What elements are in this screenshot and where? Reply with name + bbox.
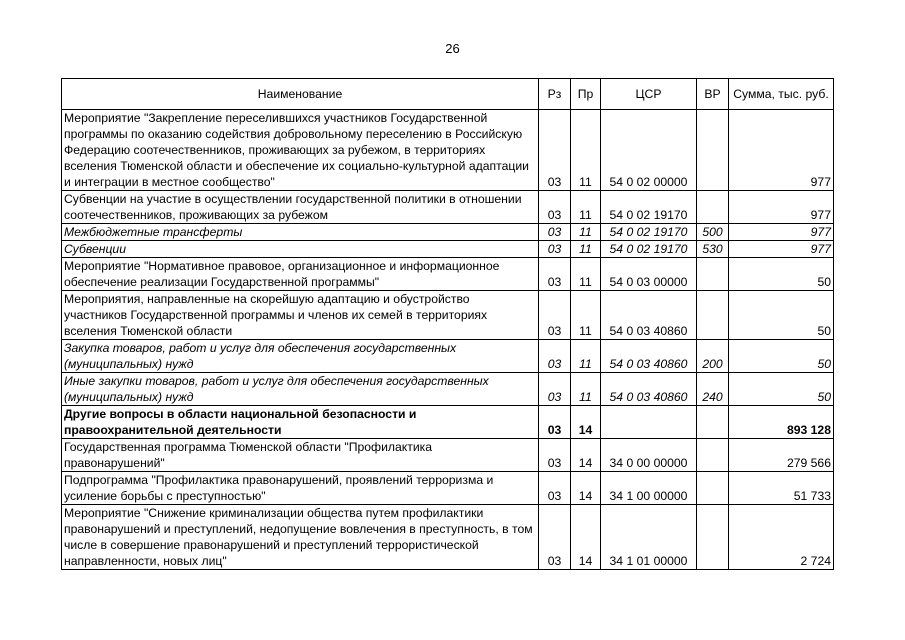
header-name: Наименование — [62, 79, 539, 110]
cell-vr — [697, 191, 729, 224]
cell-vr: 200 — [697, 340, 729, 373]
table-row — [62, 340, 834, 373]
cell-sum: 51 733 — [729, 472, 834, 505]
cell-sum: 50 — [729, 258, 834, 291]
table-header-row — [62, 79, 834, 110]
cell-name: Другие вопросы в области национальной безопасности и правоохранительной деятельности — [62, 406, 539, 439]
header-pr: Пр — [571, 79, 601, 110]
cell-name: Мероприятие "Закрепление переселившихся участников Государственной программы по оказанию содействия добровольному переселению в Российскую Федерацию соотечественников, проживающих за рубежом, в территориях вселения Тюменской области и обеспечение их социально-культурной адаптации и интеграции в местное сообщество" — [62, 110, 539, 191]
cell-csr: 54 0 02 19170 — [601, 191, 697, 224]
cell-csr: 54 0 02 00000 — [601, 110, 697, 191]
cell-rz: 03 — [539, 373, 571, 406]
cell-rz: 03 — [539, 406, 571, 439]
cell-sum: 977 — [729, 191, 834, 224]
cell-vr — [697, 291, 729, 340]
table-row — [62, 406, 834, 439]
page-number: 26 — [445, 41, 460, 56]
table-row — [62, 241, 834, 258]
cell-sum: 50 — [729, 291, 834, 340]
cell-pr: 11 — [571, 373, 601, 406]
table-row — [62, 258, 834, 291]
cell-name: Межбюджетные трансферты — [62, 224, 539, 241]
cell-csr: 54 0 03 40860 — [601, 340, 697, 373]
cell-pr: 11 — [571, 241, 601, 258]
cell-vr: 240 — [697, 373, 729, 406]
cell-vr — [697, 505, 729, 570]
cell-csr — [601, 406, 697, 439]
cell-name: Субвенции — [62, 241, 539, 258]
cell-pr: 11 — [571, 224, 601, 241]
cell-name: Мероприятие "Снижение криминализации общества путем профилактики правонарушений и преступлений, недопущение вовлечения в преступность, в том числе в совершение правонарушений и преступлений террористической направленности, новых лиц" — [62, 505, 539, 570]
cell-name: Субвенции на участие в осуществлении государственной политики в отношении соотечественников, проживающих за рубежом — [62, 191, 539, 224]
header-rz: Рз — [539, 79, 571, 110]
cell-name: Мероприятие "Нормативное правовое, организационное и информационное обеспечение реализации Государственной программы" — [62, 258, 539, 291]
cell-sum: 977 — [729, 110, 834, 191]
cell-pr: 11 — [571, 291, 601, 340]
cell-vr: 530 — [697, 241, 729, 258]
cell-sum: 2 724 — [729, 505, 834, 570]
cell-rz: 03 — [539, 224, 571, 241]
cell-vr — [697, 439, 729, 472]
cell-rz: 03 — [539, 439, 571, 472]
cell-name: Закупка товаров, работ и услуг для обеспечения государственных (муниципальных) нужд — [62, 340, 539, 373]
cell-pr: 11 — [571, 191, 601, 224]
table-row — [62, 439, 834, 472]
cell-sum: 50 — [729, 340, 834, 373]
cell-csr: 54 0 02 19170 — [601, 241, 697, 258]
cell-pr: 14 — [571, 472, 601, 505]
cell-rz: 03 — [539, 241, 571, 258]
cell-csr: 34 1 01 00000 — [601, 505, 697, 570]
cell-sum: 893 128 — [729, 406, 834, 439]
cell-pr: 14 — [571, 406, 601, 439]
cell-rz: 03 — [539, 505, 571, 570]
cell-csr: 54 0 03 40860 — [601, 291, 697, 340]
table-row — [62, 191, 834, 224]
cell-vr — [697, 406, 729, 439]
header-csr: ЦСР — [601, 79, 697, 110]
cell-vr — [697, 258, 729, 291]
cell-rz: 03 — [539, 340, 571, 373]
cell-sum: 977 — [729, 241, 834, 258]
cell-name: Мероприятия, направленные на скорейшую адаптацию и обустройство участников Государственной программы и членов их семей в территориях вселения Тюменской области — [62, 291, 539, 340]
header-vr: ВР — [697, 79, 729, 110]
cell-csr: 34 0 00 00000 — [601, 439, 697, 472]
table-row — [62, 472, 834, 505]
cell-name: Подпрограмма "Профилактика правонарушений, проявлений терроризма и усиление борьбы с преступностью" — [62, 472, 539, 505]
cell-vr — [697, 472, 729, 505]
table-row — [62, 291, 834, 340]
table-row — [62, 110, 834, 191]
cell-name: Иные закупки товаров, работ и услуг для обеспечения государственных (муниципальных) нужд — [62, 373, 539, 406]
budget-table — [61, 78, 834, 570]
cell-rz: 03 — [539, 191, 571, 224]
cell-rz: 03 — [539, 291, 571, 340]
cell-sum: 977 — [729, 224, 834, 241]
table-row — [62, 373, 834, 406]
cell-sum: 279 566 — [729, 439, 834, 472]
cell-name: Государственная программа Тюменской области "Профилактика правонарушений" — [62, 439, 539, 472]
cell-vr — [697, 110, 729, 191]
cell-sum: 50 — [729, 373, 834, 406]
cell-pr: 11 — [571, 110, 601, 191]
cell-csr: 54 0 03 00000 — [601, 258, 697, 291]
cell-vr: 500 — [697, 224, 729, 241]
cell-rz: 03 — [539, 472, 571, 505]
cell-csr: 34 1 00 00000 — [601, 472, 697, 505]
cell-rz: 03 — [539, 110, 571, 191]
table-row — [62, 224, 834, 241]
cell-csr: 54 0 02 19170 — [601, 224, 697, 241]
cell-pr: 11 — [571, 340, 601, 373]
header-sum: Сумма, тыс. руб. — [729, 79, 834, 110]
cell-pr: 11 — [571, 258, 601, 291]
table-row — [62, 505, 834, 570]
cell-rz: 03 — [539, 258, 571, 291]
cell-pr: 14 — [571, 439, 601, 472]
cell-pr: 14 — [571, 505, 601, 570]
cell-csr: 54 0 03 40860 — [601, 373, 697, 406]
